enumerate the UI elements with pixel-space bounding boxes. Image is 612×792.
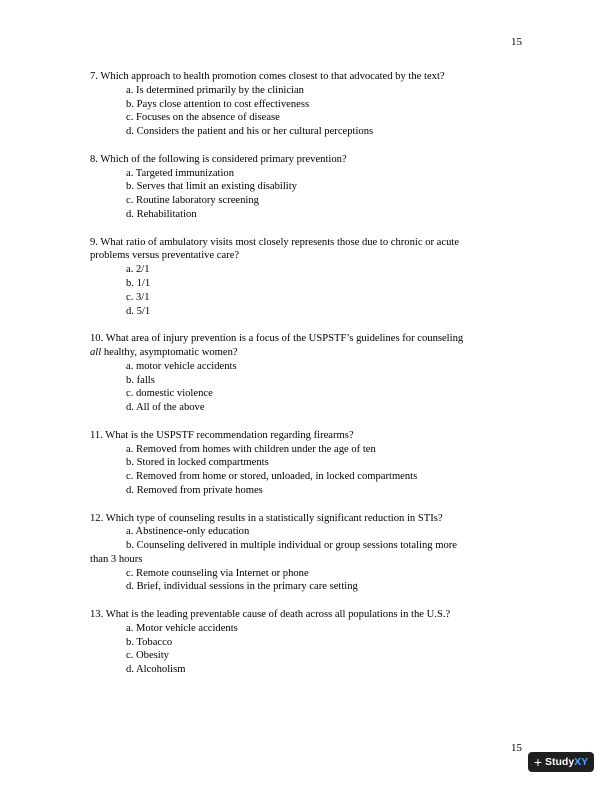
option-d: d. All of the above [126, 402, 205, 414]
option-a: a. motor vehicle accidents [126, 360, 237, 372]
option-d: d. Considers the patient and his or her cultural perceptions [126, 126, 374, 138]
option-d: d. Brief, individual sessions in the primary care setting [126, 581, 358, 593]
option-c: c. Obesity [126, 650, 169, 662]
option-a: a. Targeted immunization [126, 167, 235, 179]
option-b: b. Tobacco [126, 636, 173, 648]
option-a: a. Motor vehicle accidents [126, 622, 238, 634]
question-10 [90, 332, 522, 415]
question-stem: 12. Which type of counseling results in a statistically significant reduction in STIs? [90, 512, 443, 524]
option-d: d. Rehabilitation [126, 208, 197, 220]
question-12 [90, 512, 522, 595]
option-a: a. Is determined primarily by the clinician [126, 84, 304, 96]
stem-line-2-text: healthy, asymptomatic women? [101, 346, 238, 358]
question-9 [90, 236, 522, 319]
question-7 [90, 70, 522, 139]
question-13 [90, 608, 522, 677]
option-c: c. 3/1 [126, 291, 150, 303]
option-b: b. Counseling delivered in multiple individual or group sessions totaling more [126, 540, 458, 552]
option-d: d. 5/1 [126, 305, 151, 317]
question-stem-line-2 [90, 346, 522, 360]
option-c: c. Removed from home or stored, unloaded, in locked compartments [126, 471, 418, 483]
option-c: c. Routine laboratory screening [126, 195, 259, 207]
option-b: b. Stored in locked compartments [126, 457, 269, 469]
option-b: b. Serves that limit an existing disability [126, 181, 297, 193]
question-stem-line-1: 9. What ratio of ambulatory visits most closely represents those due to chronic or acute [90, 236, 460, 248]
option-c: c. domestic violence [126, 388, 213, 400]
option-a: a. 2/1 [126, 264, 150, 276]
option-c: c. Remote counseling via Internet or phone [126, 567, 309, 579]
emphasis-all: all [90, 346, 102, 358]
option-c: c. Focuses on the absence of disease [126, 112, 280, 124]
question-stem: 8. Which of the following is considered primary prevention? [90, 153, 347, 165]
option-a: a. Removed from homes with children under the age of ten [126, 443, 376, 455]
question-list [90, 70, 522, 691]
option-b-continuation: than 3 hours [90, 553, 143, 565]
question-stem: 11. What is the USPSTF recommendation regarding firearms? [90, 429, 354, 441]
page-number-top: 15 [511, 36, 522, 48]
question-stem-line-1: 10. What area of injury prevention is a focus of the USPSTF’s guidelines for counseling [90, 333, 464, 345]
page-number-bottom: 15 [511, 742, 522, 754]
question-stem: 13. What is the leading preventable cause of death across all populations in the U.S.? [90, 609, 451, 621]
plus-icon: + [533, 754, 542, 770]
question-stem-line-2: problems versus preventative care? [90, 250, 240, 262]
question-stem: 7. Which approach to health promotion comes closest to that advocated by the text? [90, 71, 445, 82]
option-b: b. falls [126, 374, 155, 386]
option-a: a. Abstinence-only education [126, 526, 250, 538]
brand-main: Study [545, 756, 575, 768]
option-d: d. Alcoholism [126, 664, 186, 676]
question-11 [90, 429, 522, 498]
brand-accent: XY [574, 756, 589, 768]
option-d: d. Removed from private homes [126, 484, 263, 496]
option-b: b. Pays close attention to cost effectiveness [126, 98, 310, 110]
question-8 [90, 153, 522, 222]
option-b: b. 1/1 [126, 277, 151, 289]
studyxy-badge[interactable] [528, 752, 594, 772]
brand-logo-text [545, 752, 588, 772]
